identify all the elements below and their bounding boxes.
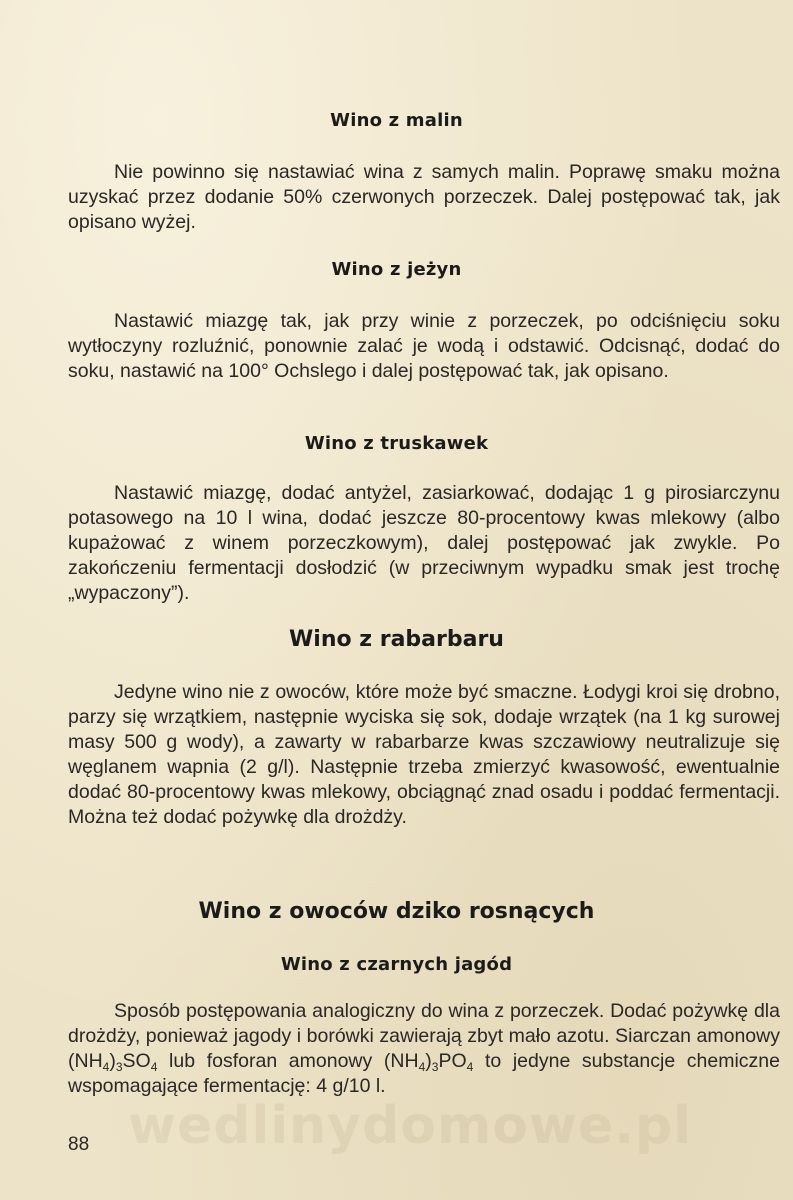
paragraph-jagody — [68, 999, 780, 1099]
jagody-text-part: Sposób postępowania analogiczny do wina z porzeczek. Dodać pożywkę dla drożdży, ponieważ jagody i borówki zawierają zbyt mało azotu. Siarczan amonowy (NH — [68, 1000, 780, 1072]
heading-wino-z-rabarbaru: Wino z rabarbaru — [289, 627, 504, 652]
paragraph-rabarbar: Jedyne wino nie z owoców, które może być smaczne. Łodygi kroi się drobno, parzy się wrzątkiem, następnie wyciska się sok, dodaje wrzątek (na 1 kg surowej masy 500 g wody), a zawarty w rabarbarze kwas szczawiowy neutralizuje się węglanem wapnia (2 g/l). Następnie trzeba zmierzyć kwasowość, ewentualnie dodać 80-procentowy kwas mlekowy, obciągnąć znad osadu i poddać fermentacji. Można też dodać pożywkę dla drożdży. — [68, 681, 780, 828]
jagody-text-part: ) — [425, 1050, 432, 1072]
heading-wino-z-malin: Wino z malin — [330, 110, 463, 131]
watermark: wedlinydomowe.pl — [127, 1096, 693, 1156]
paragraph-maliny: Nie powinno się nastawiać wina z samych malin. Poprawę smaku można uzyskać przez dodanie 50% czerwonych porzeczek. Dalej postępować tak, jak opisano wyżej. — [68, 161, 780, 233]
subscript: 4 — [150, 1060, 158, 1074]
subscript: 3 — [115, 1060, 123, 1074]
jagody-text-part: to jedyne substancje chemiczne wspomagające fermentację: 4 g/10 l. — [68, 1050, 780, 1097]
jagody-text-part: SO — [122, 1050, 151, 1072]
subscript: 4 — [466, 1060, 474, 1074]
heading-owoce-dziko-rosnace: Wino z owoców dziko rosnących — [198, 899, 595, 924]
heading-wino-z-jezyn: Wino z jeżyn — [331, 259, 462, 280]
jagody-text-part: lub fosforan amonowy (NH — [157, 1050, 419, 1072]
subscript: 3 — [431, 1060, 439, 1074]
page-number: 88 — [68, 1134, 90, 1155]
subscript: 4 — [418, 1060, 426, 1074]
heading-wino-z-czarnych-jagod: Wino z czarnych jagód — [280, 954, 513, 975]
paragraph-truskawki: Nastawić miazgę, dodać antyżel, zasiarkować, dodając 1 g pirosiarczynu potasowego na 10 l wina, dodać jeszcze 80-procentowy kwas mlekowy (albo kupażować z winem porzeczkowym), dalej postępować jak zwykle. Po zakończeniu fermentacji dosłodzić (w przeciwnym wypadku smak jest trochę „wypaczony”). — [68, 482, 780, 604]
paragraph-jezyny: Nastawić miazgę tak, jak przy winie z porzeczek, po odciśnięciu soku wytłoczyny rozluźnić, ponownie zalać je wodą i odstawić. Odcisnąć, dodać do soku, nastawić na 100° Ochslego i dalej postępować tak, jak opisano. — [68, 310, 780, 382]
heading-wino-z-truskawek: Wino z truskawek — [304, 433, 489, 454]
subscript: 4 — [102, 1060, 110, 1074]
jagody-text-part: PO — [438, 1050, 467, 1072]
jagody-text-part: ) — [109, 1050, 116, 1072]
